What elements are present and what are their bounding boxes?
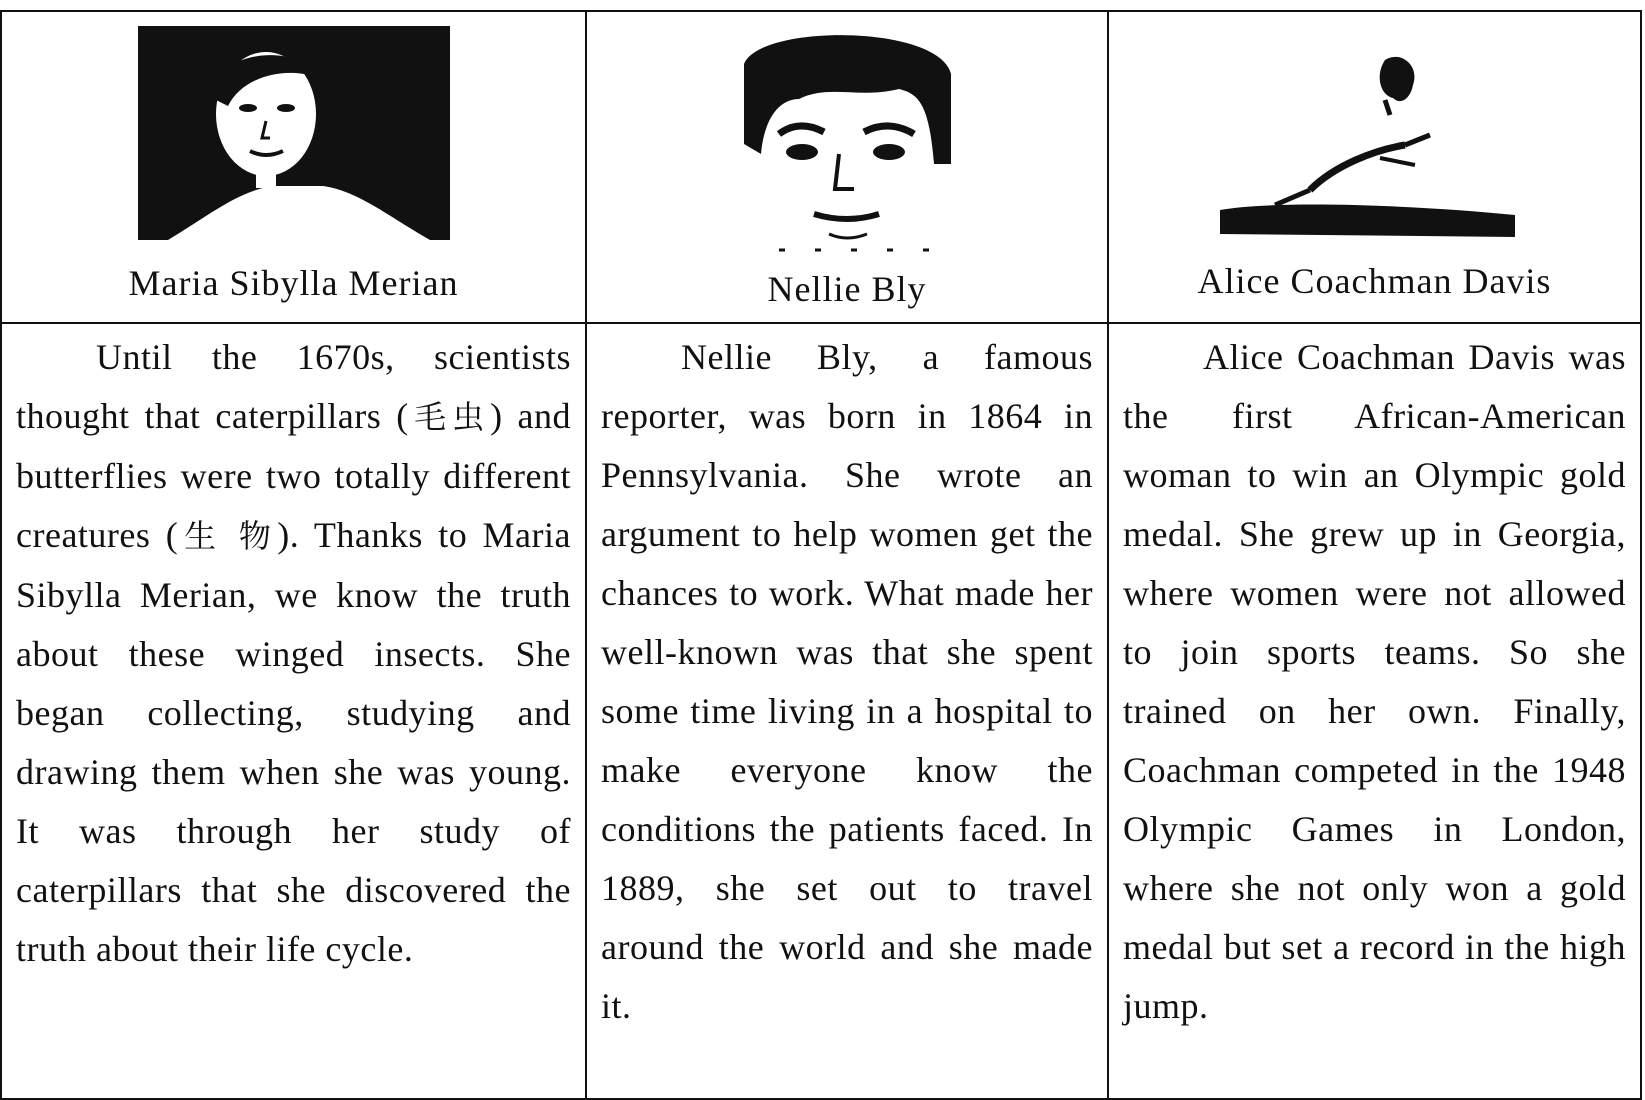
davis-bio-cell xyxy=(1108,323,1641,1099)
davis-header-cell xyxy=(1108,11,1641,323)
davis-name: Alice Coachman Davis xyxy=(1197,261,1552,301)
merian-portrait xyxy=(138,26,450,240)
davis-bio: Alice Coachman Davis was the first African-American woman to win an Olympic gold medal. She grew up in Georgia, where women were not allowed to join sports teams. So she trained on her own. Finally, Coachman competed in the 1948 Olympic Games in London, where she not only won a gold medal but set a record in the high jump. xyxy=(1123,337,1626,1026)
merian-bio-cell xyxy=(1,323,586,1099)
merian-header-cell xyxy=(1,11,586,323)
profiles-table xyxy=(0,10,1640,1096)
bly-bio: Nellie Bly, a famous reporter, was born in 1864 in Pennsylvania. She wrote an argument to help women get the chances to work. What made her well-known was that she spent some time living in a hospital to make everyone know the conditions the patients faced. In 1889, she set out to travel around the world and she made it. xyxy=(601,337,1093,1026)
profiles-grid xyxy=(0,10,1642,1100)
bly-name: Nellie Bly xyxy=(767,269,927,309)
bly-header-cell xyxy=(586,11,1108,323)
merian-bio: Until the 1670s, scientists thought that caterpillars (毛虫) and butterflies were two totally different creatures (生 物). Thanks to Maria Sibylla Merian, we know the truth about these winged insects. She began collecting, studying and drawing them when she was young. It was through her study of caterpillars that she discovered the truth about their life cycle. xyxy=(16,337,571,969)
davis-highjump-picture xyxy=(1215,40,1535,240)
bly-bio-cell xyxy=(586,323,1108,1099)
bly-portrait xyxy=(739,24,955,252)
merian-name: Maria Sibylla Merian xyxy=(128,263,459,303)
biography-row xyxy=(1,323,1641,1099)
portrait-row xyxy=(1,11,1641,323)
